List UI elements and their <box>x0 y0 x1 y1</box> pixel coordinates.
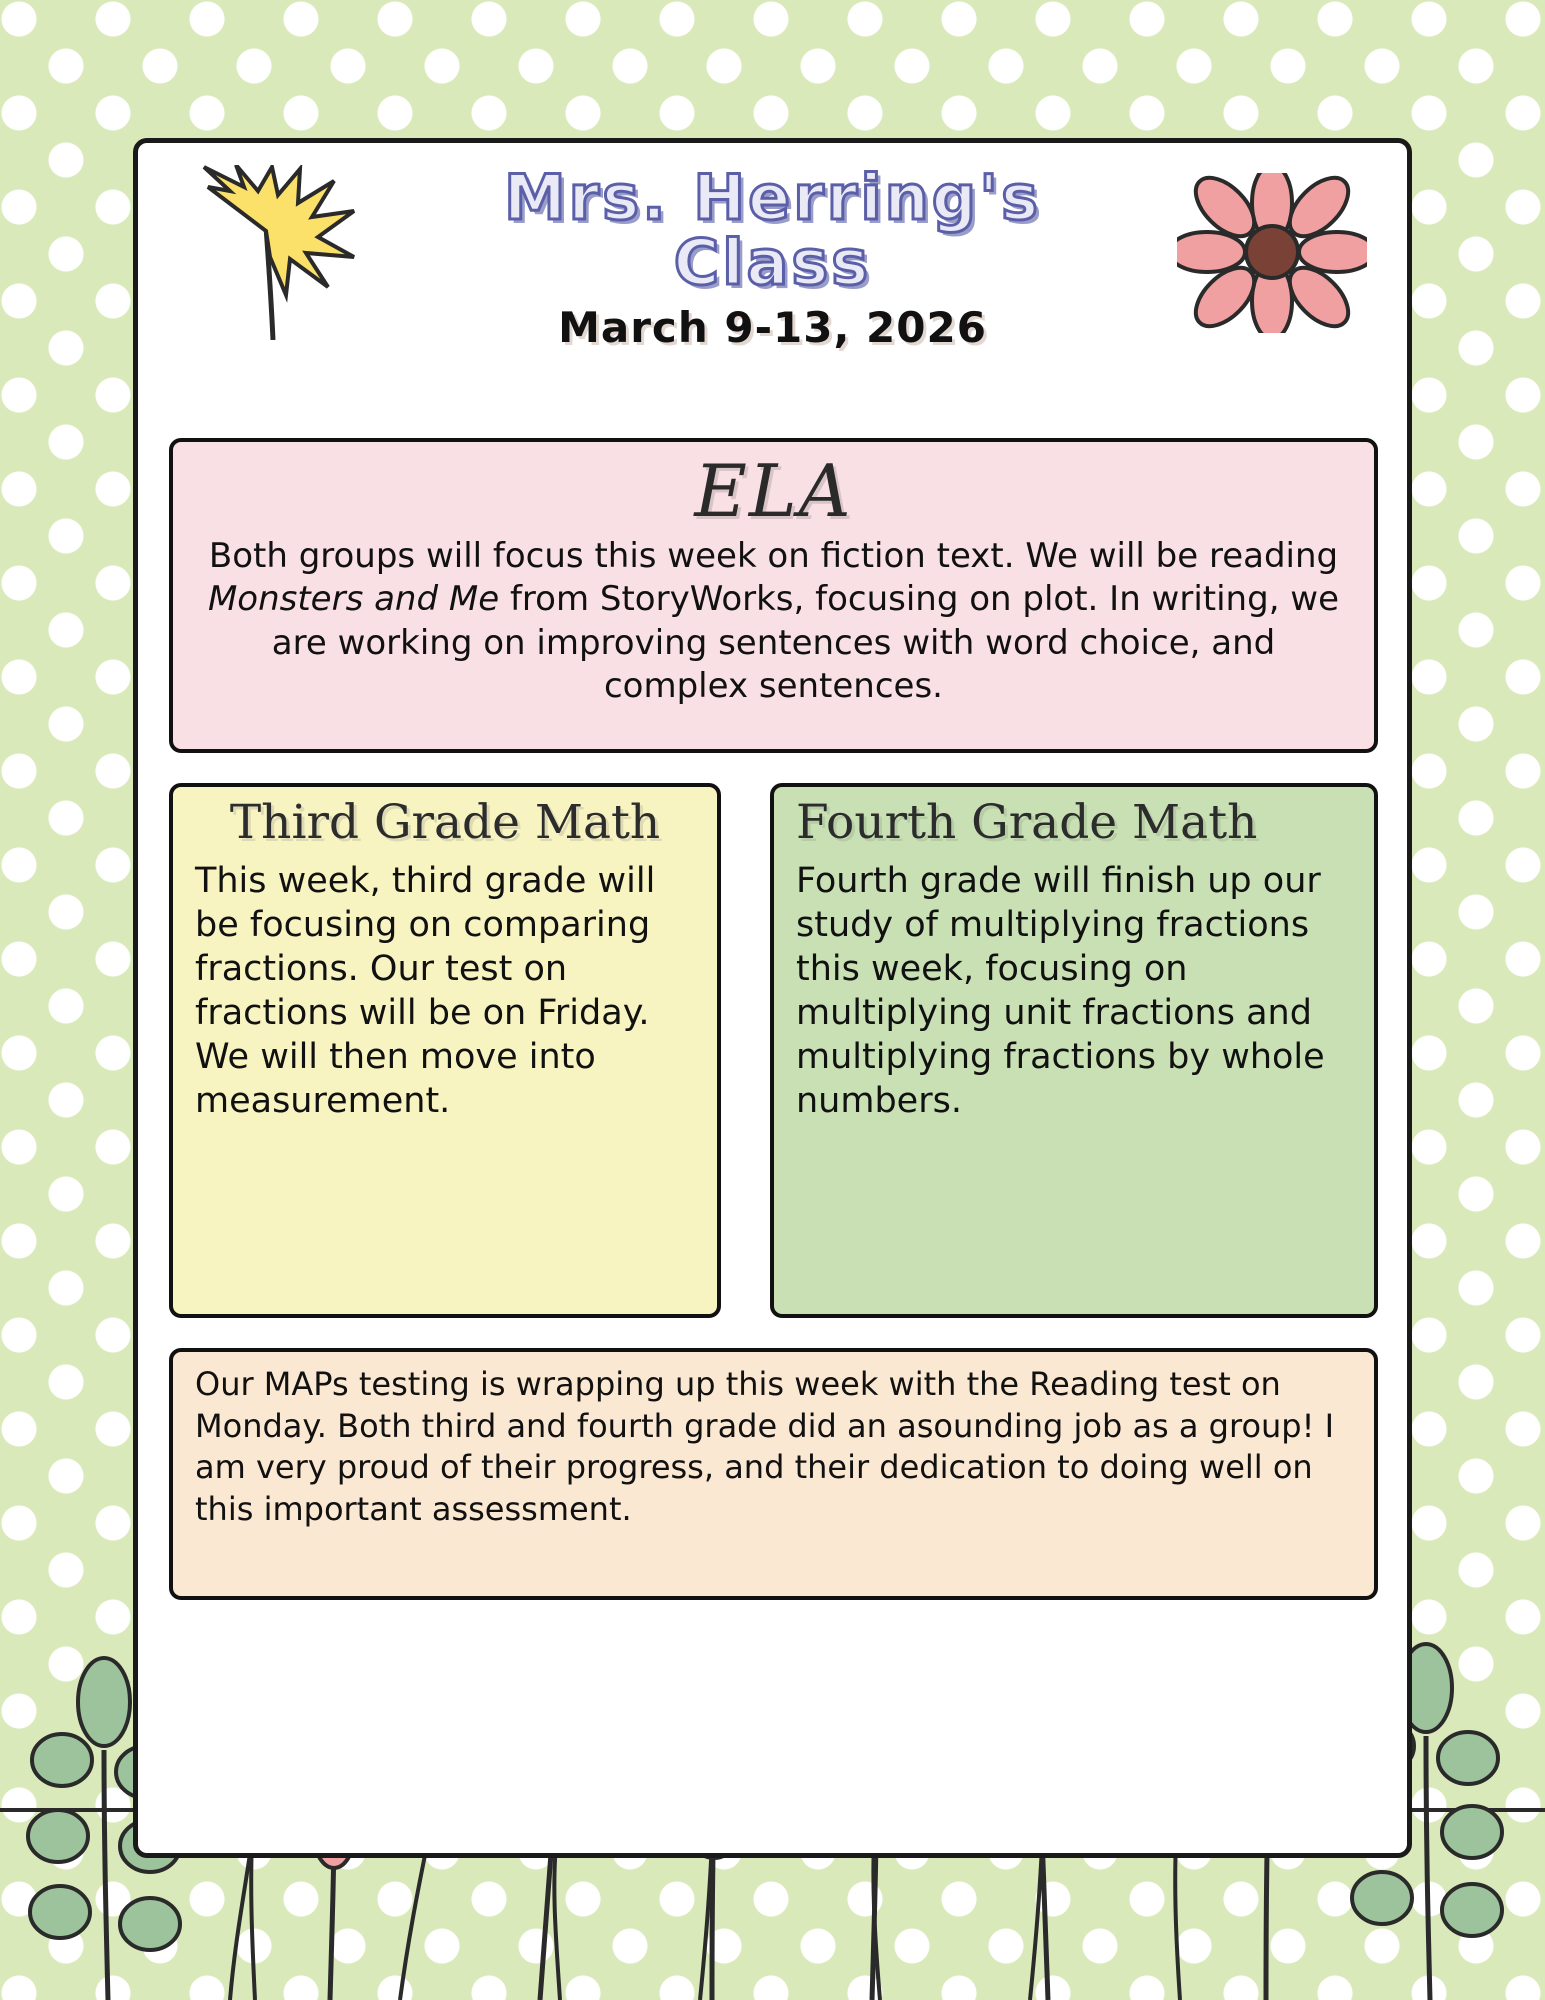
ela-text-italic: Monsters and Me <box>207 579 500 620</box>
third-grade-math-text: This week, third grade will be focusing on comparing fractions. Our test on fractions will be on Friday. We will then move into measurement. <box>195 860 656 1122</box>
page-title-line-2: Class <box>673 226 872 300</box>
newsletter-header <box>138 143 1407 433</box>
third-grade-math-section <box>169 783 721 1318</box>
fourth-grade-math-section <box>770 783 1378 1318</box>
ela-section-text <box>199 535 1348 709</box>
ela-section-title: ELA <box>694 449 853 533</box>
third-grade-math-title: Third Grade Math <box>229 795 661 850</box>
ela-text-before: Both groups will focus this week on fiction text. We will be reading <box>208 535 1339 576</box>
ela-section <box>169 438 1378 753</box>
page-title-line-1: Mrs. Herring's <box>503 161 1042 234</box>
title-block <box>138 161 1407 353</box>
note-section-text: Our MAPs testing is wrapping up this week with the Reading test on Monday. Both third and fourth grade did an asounding job as a group! I am very proud of their progress, and their dedication to doing well on this important assessment. <box>195 1365 1335 1528</box>
newsletter-card <box>133 138 1412 1858</box>
fourth-grade-math-title: Fourth Grade Math <box>796 795 1258 850</box>
note-section <box>169 1348 1378 1600</box>
date-range: March 9-13, 2026 <box>558 303 987 353</box>
ela-text-after: from StoryWorks, focusing on plot. In writing, we are working on improving sentences with word choice, and complex sentences. <box>271 579 1340 707</box>
fourth-grade-math-text: Fourth grade will finish up our study of multiplying fractions this week, focusing on multiplying unit fractions and multiplying fractions by whole numbers. <box>796 860 1325 1122</box>
